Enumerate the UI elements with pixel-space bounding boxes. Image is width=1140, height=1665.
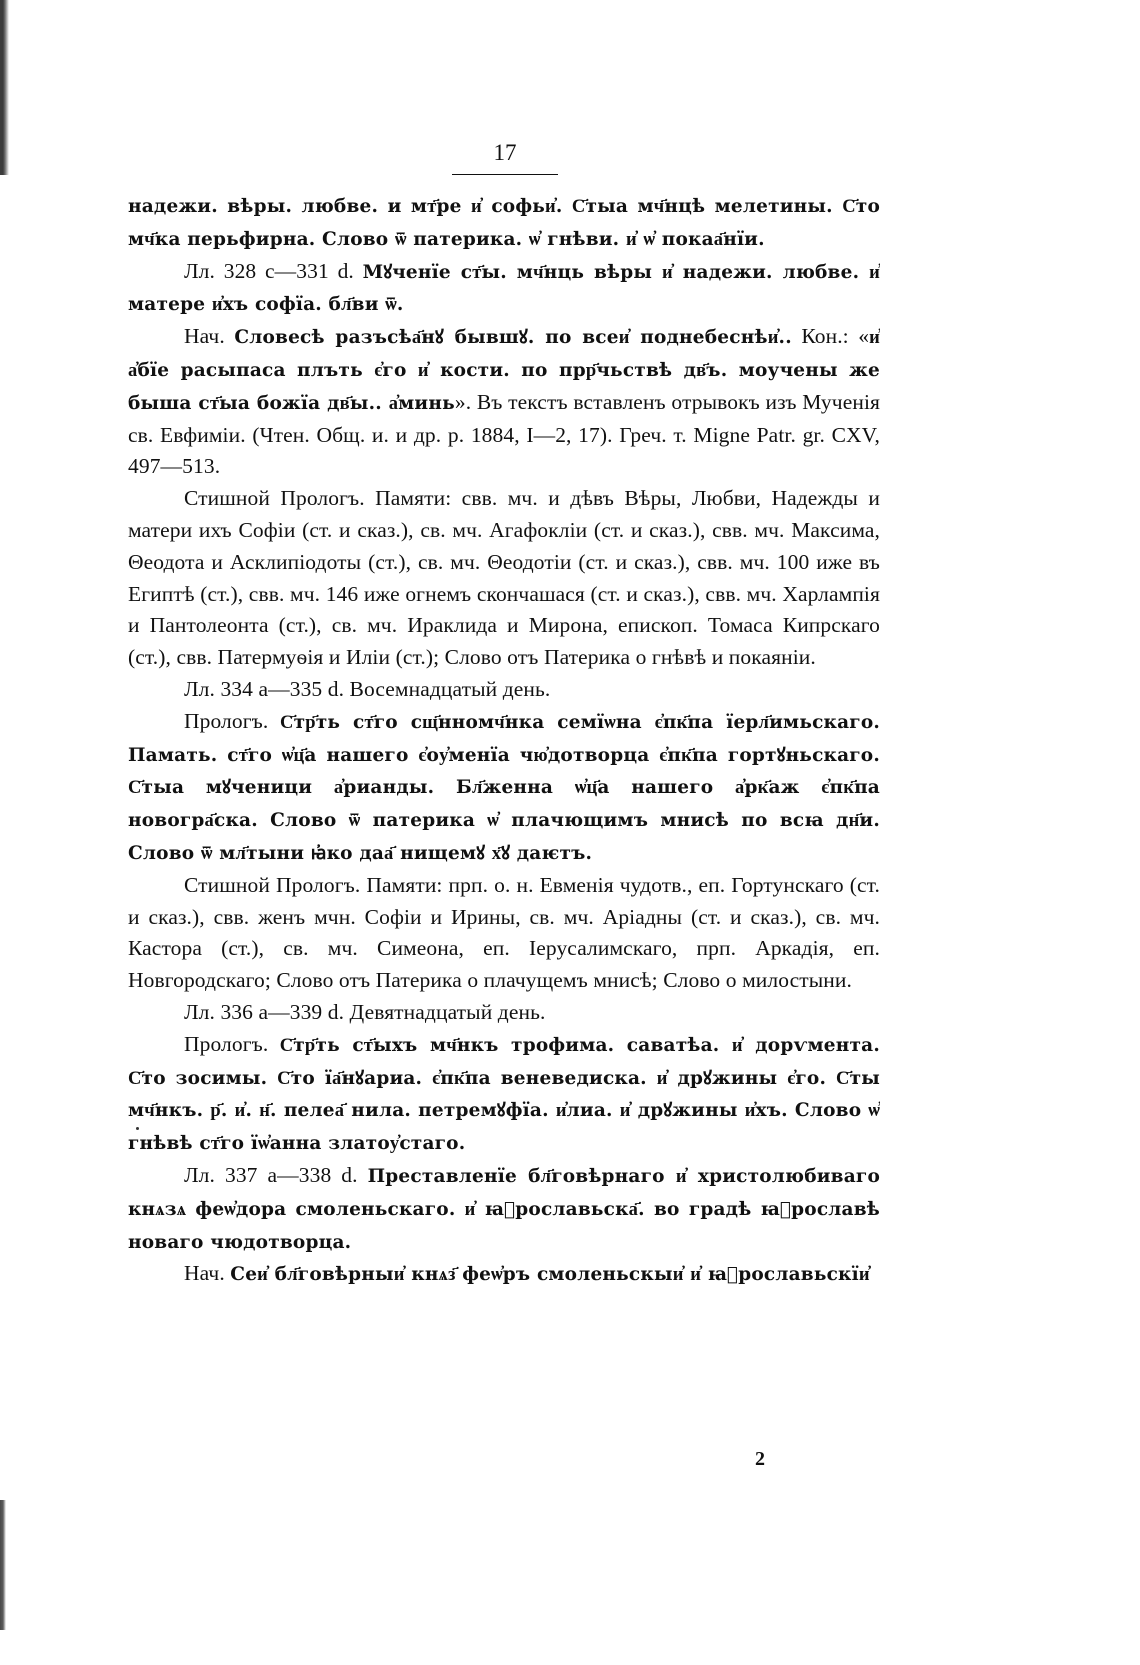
russian-text: Лл. 334 а—335 d. Восемнадцатый день. [184, 676, 551, 701]
paragraph [128, 190, 880, 256]
page-number-rule [452, 174, 558, 175]
russian-text: Стишной Прологъ. Памяти: прп. о. н. Евменія чудотв., еп. Гортунскаго (ст. и сказ.), свв. женъ мчн. Софіи и Ирины, св. мч. Аріадны (ст. и сказ.), св. мч. Кастора (ст.), св. мч. Симеона, еп. Іерусалимскаго, прп. Аркадія, еп. Новгородскаго; Слово отъ Патерика о плачущемъ мнисѣ; Слово о милостыни. [128, 872, 880, 993]
paragraph [128, 674, 880, 706]
paragraph [128, 706, 880, 870]
paragraph [128, 1160, 880, 1258]
church-slavonic-text: Преставленїе бл҃говѣрнаго и҆ христолюбиваго кнѧзѧ феѡ҆дора смоленьскаго. и҆ ꙗ҆рославьска҃. во градѣ ꙗ҆рославѣ новаго чюдотворца. [128, 1165, 880, 1253]
printer-signature-mark: 2 [755, 1448, 765, 1470]
russian-text: ». Въ текстъ вставленъ отрывокъ изъ Мученія св. Евфиміи. (Чтен. Общ. и. и др. р. 1884, I—2, 17). Греч. т. Migne Patr. gr. CXV, 497—513. [128, 389, 880, 479]
russian-text: Стишной Прологъ. Памяти: свв. мч. и дѣвъ Вѣры, Любви, Надежды и матери ихъ Софіи (ст. и сказ.), св. мч. Агафокліи (ст. и сказ.), свв. мч. Максима, Θеодота и Асклипіодоты (ст.), св. мч. Θеодотіи (ст. и сказ.), свв. мч. 100 иже въ Египтѣ (ст.), свв. мч. 146 иже огнемъ скончашася (ст. и сказ.), свв. мч. Харлампія и Пантолеонта (ст.), св. мч. Ираклида и Мирона, епископ. Томаса Кипрскаго (ст.), свв. Патермуѳія и Иліи (ст.); Слово отъ Патерика о гнѣвѣ и покаяніи. [128, 486, 880, 670]
paragraph [128, 997, 880, 1029]
russian-text: Нач. [184, 1261, 231, 1286]
paragraph [128, 483, 880, 674]
russian-text: Прологъ. [184, 1031, 280, 1056]
church-slavonic-text: Сеи҆ бл҃говѣрныи҆ кнѧз҃ феѡ҆ръ смоленьскыи҆ и҆ ꙗ҆рославьскїи҆ [230, 1264, 870, 1286]
church-slavonic-text: Мꙋченїе ст҃ы. мч҃нць вѣры и҆ надежи. любве. и҆ матере и҆хъ софїа. бл҃ви ѿ. [128, 261, 880, 316]
russian-text: Лл. 336 а—339 d. Девятнадцатый день. [184, 999, 546, 1024]
russian-text: Кон.: « [791, 324, 870, 349]
paragraph [128, 870, 880, 997]
russian-text: Нач. [184, 324, 235, 349]
church-slavonic-text: С҃тр҃ть ст҃ыхъ мч҃нкъ трофима. саватѣа. и҆ дорѵмента. С҃то зосимы. С҃то їа҃нꙋариа. є҆пк҃па веневедиска. и҆ дрꙋжины є҆го. С҃ты мч҃нкъ. р҃. и҆. н҃. пелеа҃ нила. петремꙋфїа. и҆лиа. и҆ дрꙋжины и҆хъ. Слово ѡ҆ гнѣвѣ ст҃го їѡ҆анна златоу҆стаго. [128, 1034, 880, 1155]
scan-edge-mark [0, 0, 9, 175]
paragraph [128, 1029, 880, 1160]
church-slavonic-text: и҆ а҆бїе расыпаса плъть є҆го и҆ кости. по прр҃чьствѣ дв҃ъ. моучены же быша ст҃ыа божїа дв҃ы.. а҆минь [128, 327, 880, 414]
russian-text: Лл. 337 а—338 d. [184, 1162, 368, 1187]
church-slavonic-text: Словесѣ разъсѣа҃нꙋ бывшꙋ. по всеи҆ поднебеснѣи҆.. [234, 327, 792, 349]
russian-text: Лл. 328 с—331 d. [184, 258, 363, 283]
page-number: 17 [493, 140, 517, 165]
paragraph [128, 1258, 880, 1291]
paragraph [128, 321, 880, 483]
church-slavonic-text: надежи. вѣры. любве. и мт҃ре и҆ софьи҆. С҃тыа мч҃нцѣ мелетины. С҃то мч҃ка перьфирна. Слово ѿ патерика. ѡ҆ гнѣви. и҆ ѡ҆ покаа҃нїи. [128, 196, 880, 250]
scan-edge-mark [0, 1500, 6, 1630]
church-slavonic-text: С҃тр҃ть ст҃го сщ҃нномч҃нка семїѡна є҆пк҃па їерл҃имьскаго. Памать. ст҃го ѡ҆ц҃а нашего є҆оу҆менїа чю҆дотворца є҆пк҃па гортꙋньскаго. С҃тыа мꙋченици а҆рианды. Бл҃женна ѡ҆ц҃а нашего а҆рк҃аж є҆пк҃па новогра҃ска. Слово ѿ патерика ѡ҆ плачющимъ мнисѣ по всꙗ дн҃и. Слово ѿ мл҃тыни ꙗ҆ко даа҃ нищемꙋ х҃ꙋ даѥтъ. [128, 711, 880, 864]
russian-text: Прологъ. [184, 708, 281, 733]
page-body-text [128, 190, 880, 1440]
paragraph [128, 256, 880, 322]
